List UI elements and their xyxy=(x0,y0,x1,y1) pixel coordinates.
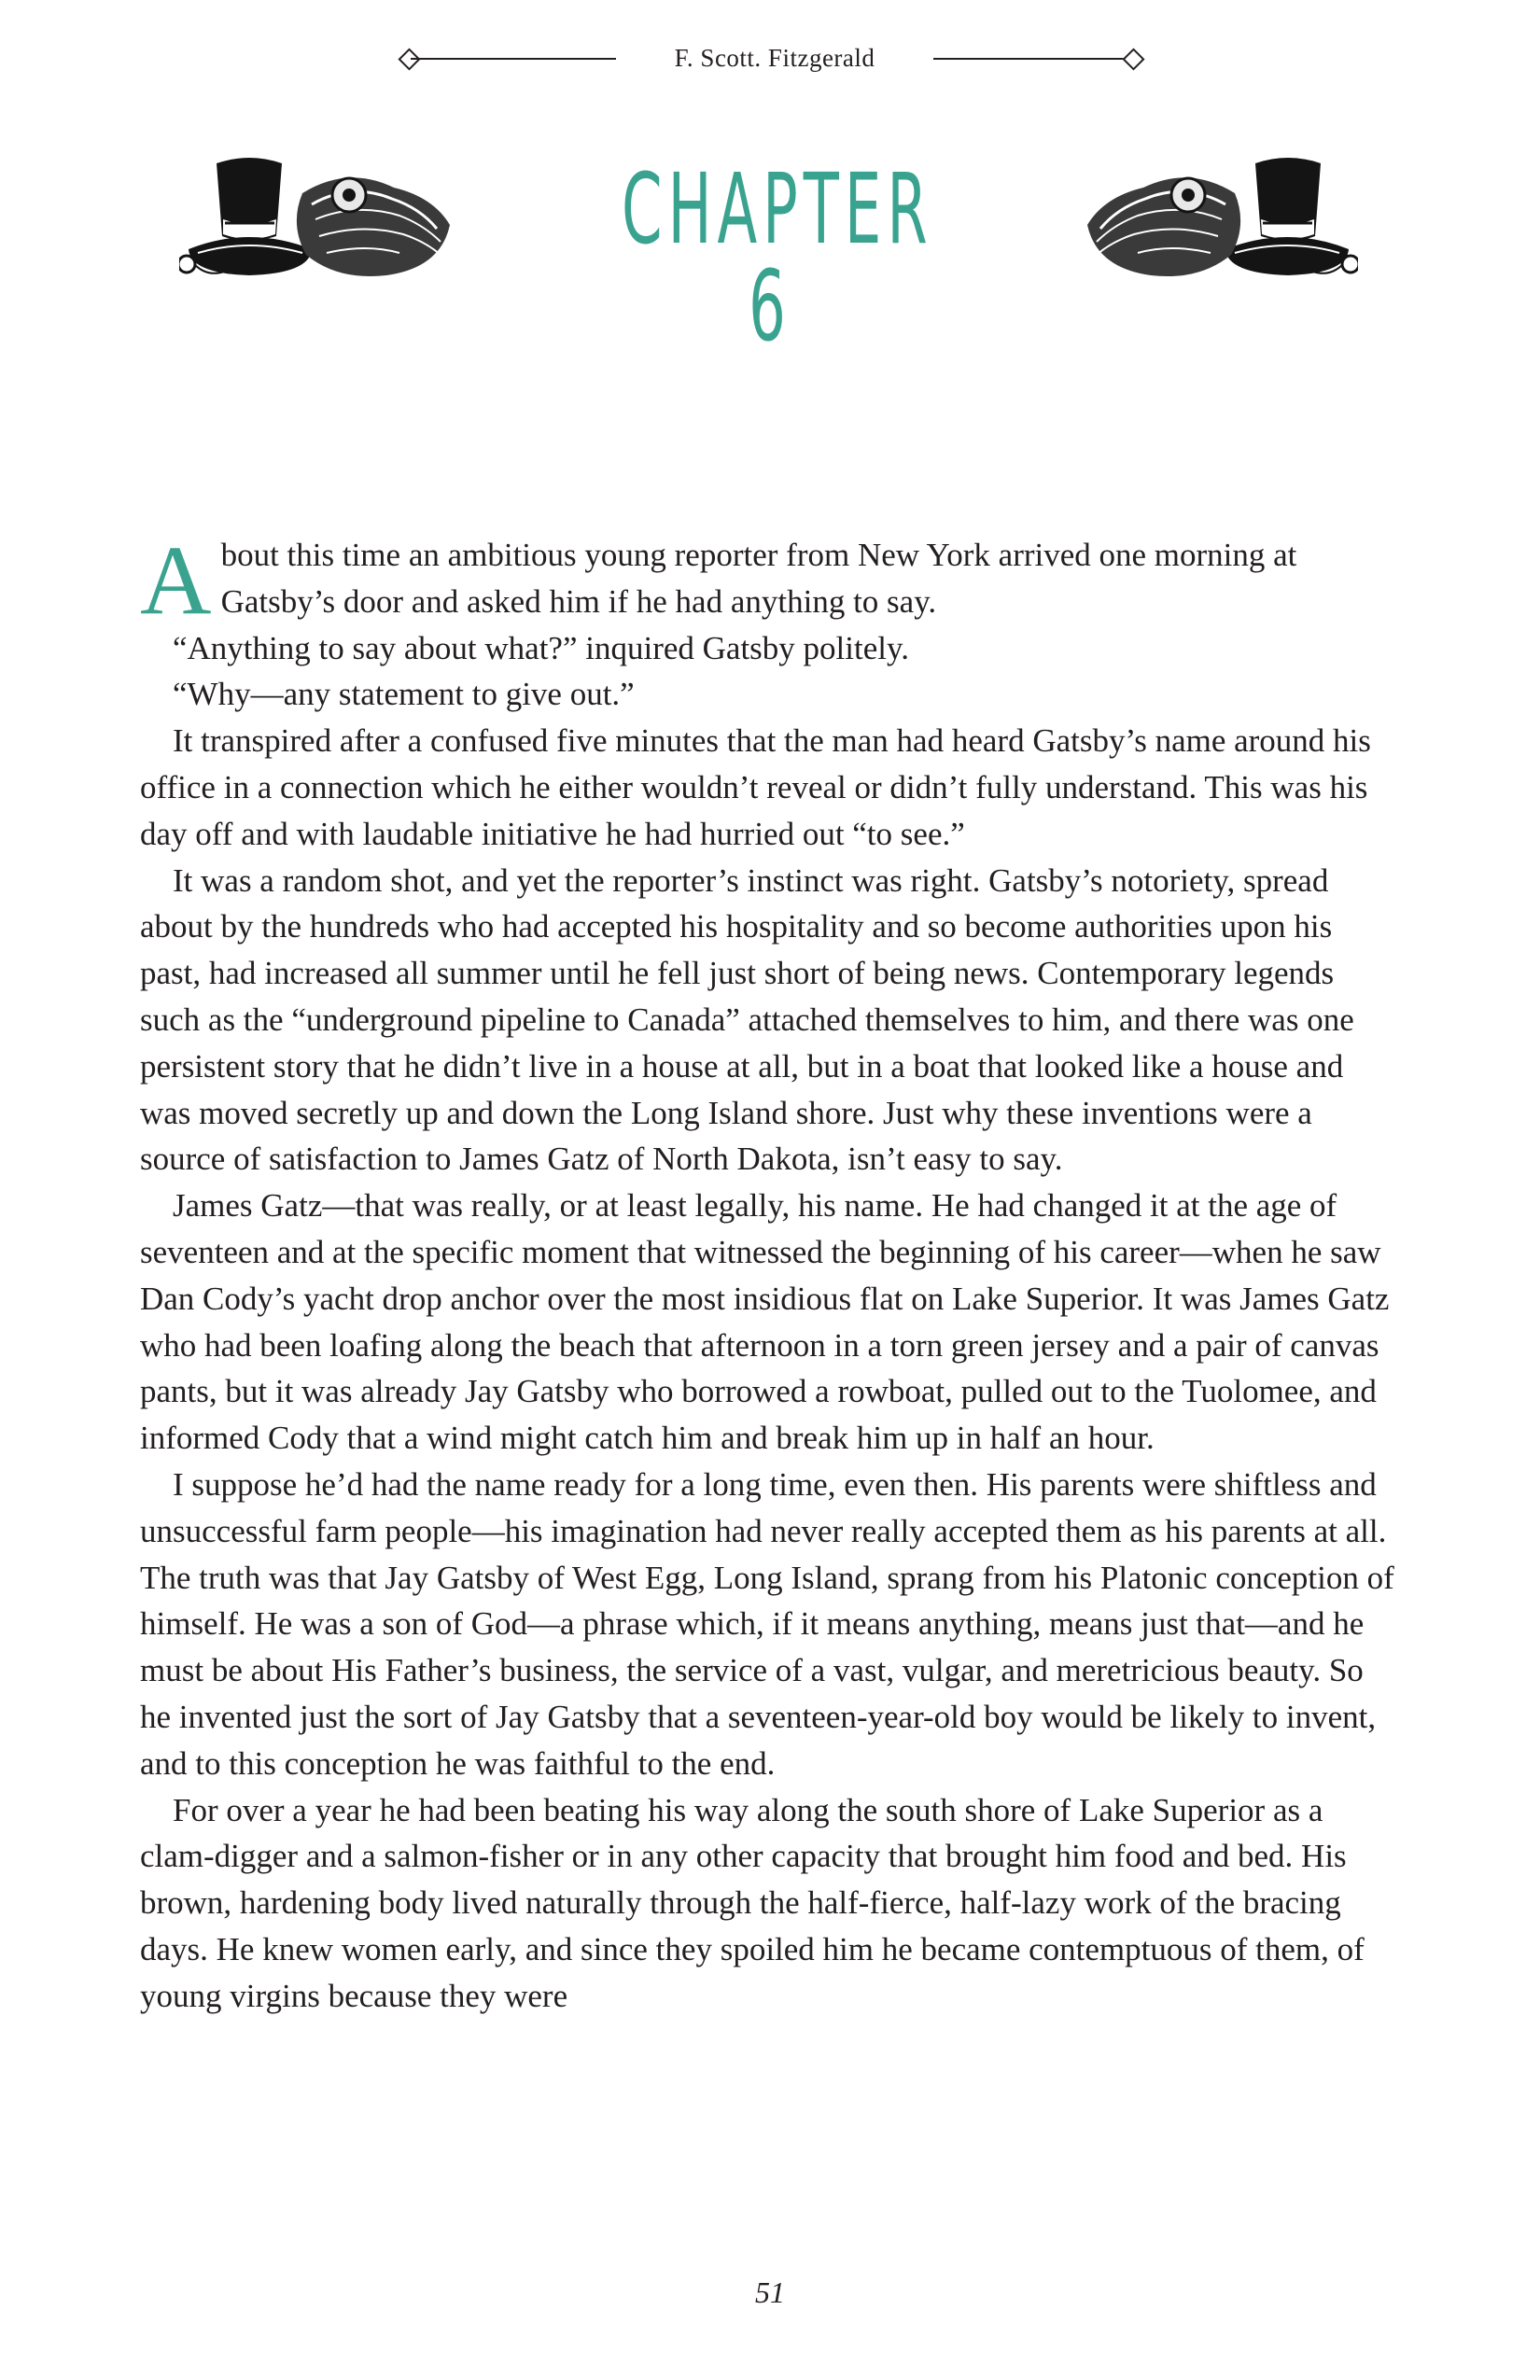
paragraph: For over a year he had been beating his way along the south shore of Lake Superior as a clam-digger and a salmon-fisher or in any other capacity that brought him food and bed. His brown, hardening body lived naturally through the half-fierce, half-lazy work of the bracing days. He knew women early, and since they spoiled him he became contemptuous of them, of young virgins because they were xyxy=(140,1791,1365,2014)
hats-ornament-icon xyxy=(179,145,459,303)
paragraph xyxy=(140,525,1400,635)
paragraph: “Anything to say about what?” inquired Gatsby politely. xyxy=(173,629,909,666)
header-author: F. Scott. Fitzgerald xyxy=(674,44,875,72)
chapter-body xyxy=(140,525,1400,2020)
top-hat-icon xyxy=(179,158,312,275)
drop-cap: A xyxy=(140,525,212,635)
top-hat-icon xyxy=(1225,158,1358,275)
cloche-hat-icon xyxy=(1087,177,1240,276)
paragraph: It was a random shot, and yet the reporter’s instinct was right. Gatsby’s notoriety, spread about by the hundreds who had accepted his hospitality and so become authorities upon his past, had increased all summer until he fell just short of being news. Contemporary legends such as the “underground pipeline to Canada” attached themselves to him, and there was one persistent story that he didn’t live in a house at all, but in a boat that looked like a house and was moved secretly up and down the Long Island shore. Just why these inventions were a source of satisfaction to James Gatz of North Dakota, isn’t easy to say. xyxy=(140,861,1354,1178)
diamond-ornament-icon xyxy=(1122,48,1144,70)
paragraph-text: bout this time an ambitious young reporter from New York arrived one morning at Gatsby’s door and asked him if he had anything to say. xyxy=(220,537,1297,620)
paragraph: James Gatz—that was really, or at least legally, his name. He had changed it at the age of seventeen and at the specific moment that witnessed the beginning of his career—when he saw Dan Cody’s yacht drop anchor over the most insidious flat on Lake Superior. It was James Gatz who had been loafing along the beach that afternoon in a torn green jersey and a pair of canvas pants, but it was already Jay Gatsby who borrowed a rowboat, pulled out to the Tuolomee, and informed Cody that a wind might catch him and break him up in half an hour. xyxy=(140,1187,1390,1457)
cloche-hat-icon xyxy=(297,177,450,276)
running-header xyxy=(0,41,1540,78)
paragraph: I suppose he’d had the name ready for a long time, even then. His parents were shiftless and unsuccessful farm people—his imagination had never really accepted them as his parents at all. The truth was that Jay Gatsby of West Egg, Long Island, sprang from his Platonic conception of himself. He was a son of God—a phrase which, if it means anything, means just that—and he must be about His Father’s business, the service of a vast, vulgar, and meretricious beauty. So he invented just the sort of Jay Gatsby that a seventeen-year-old boy would be likely to invent, and to this conception he was faithful to the end. xyxy=(140,1465,1394,1782)
header-rule xyxy=(933,58,1134,60)
chapter-title: CHAPTER 6 xyxy=(622,152,933,363)
header-rule xyxy=(411,58,616,60)
paragraph: It transpired after a confused five minutes that the man had heard Gatsby’s name around his office in a connection which he either wouldn’t reveal or didn’t fully understand. This was his day off and with laudable initiative he had hurried out “to see.” xyxy=(140,722,1371,852)
page-number: 51 xyxy=(755,2275,785,2309)
hats-ornament-icon xyxy=(1078,145,1358,303)
paragraph: “Why—any statement to give out.” xyxy=(173,676,635,713)
